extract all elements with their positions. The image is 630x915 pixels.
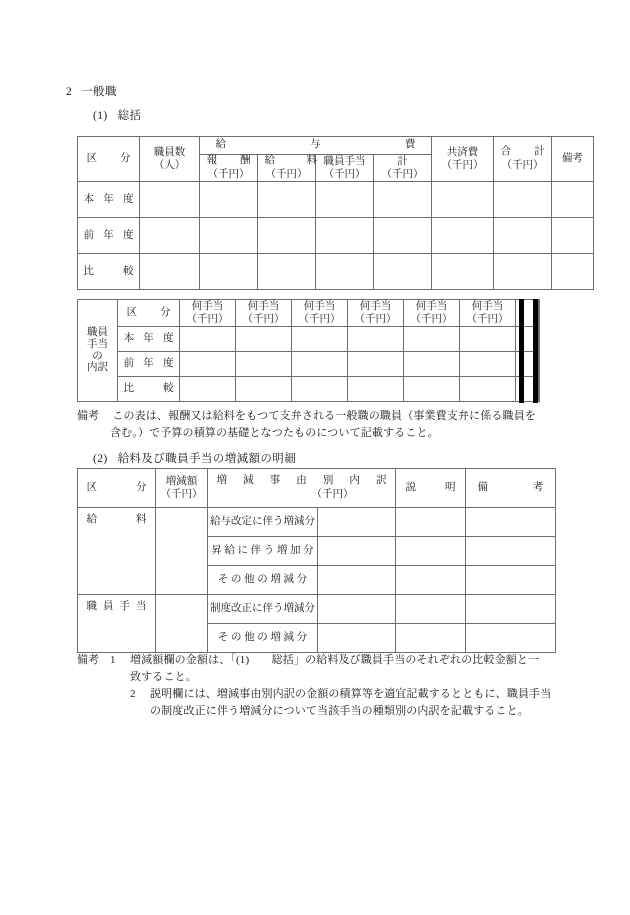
header-allowance-6: 何手当 （千円） — [460, 300, 516, 327]
table-row — [78, 182, 594, 218]
cell-reason-value[interactable] — [318, 595, 396, 624]
remark-item-1-line2: 致すること。 — [130, 671, 197, 684]
header-kubun: 区 分 — [78, 469, 156, 508]
subsection-1-heading — [93, 107, 141, 123]
row-label-current-year: 本 年 度 — [78, 182, 140, 218]
header-allowance-5: 何手当 （千円） — [404, 300, 460, 327]
cell-shokuin-teate[interactable] — [316, 254, 374, 290]
cell-bikou[interactable] — [466, 508, 556, 537]
cell-reason-value[interactable] — [318, 537, 396, 566]
remark-summary-line2: 含む。）で予算の積算の基礎となつたものについて記載すること。 — [110, 427, 439, 440]
header-amount: 増減額 （千円） — [156, 469, 208, 508]
cell-staff-count[interactable] — [140, 254, 200, 290]
header-kubun: 区 分 — [118, 300, 180, 327]
header-allowance-3: 何手当 （千円） — [292, 300, 348, 327]
table-row — [78, 508, 556, 537]
reason-label-salary-revision: 給与改定に伴う増減分 — [208, 508, 318, 537]
cell-allowance-2[interactable] — [236, 327, 292, 352]
remark-item-2-line1: 説明欄には、増減事由別内訳の金額の積算等を適宜記載するとともに、職員手当 — [150, 688, 552, 701]
cell-bikou[interactable] — [552, 182, 594, 218]
table-row — [78, 218, 594, 254]
header-explanation: 説 明 — [396, 469, 466, 508]
cell-houshu[interactable] — [200, 182, 258, 218]
cell-explanation[interactable] — [396, 595, 466, 624]
cell-bikou[interactable] — [466, 595, 556, 624]
cell-allowance-4[interactable] — [348, 327, 404, 352]
cell-kyuuryou[interactable] — [258, 254, 316, 290]
reason-label-other-1: そ の 他 の 増 減 分 — [208, 566, 318, 595]
cell-kei[interactable] — [374, 254, 432, 290]
allowance-side-label: 職員 手当 の 内訳 — [78, 300, 118, 402]
summary-table — [77, 136, 594, 290]
group-label-kyuuryou: 給 料 — [78, 508, 156, 595]
allowance-breakdown-table-wrap — [77, 299, 536, 402]
cell-kyuuryou[interactable] — [258, 182, 316, 218]
cell-allowance-3[interactable] — [292, 352, 348, 377]
cell-allowance-3[interactable] — [292, 327, 348, 352]
cell-allowance-6[interactable] — [460, 352, 516, 377]
cell-allowance-3[interactable] — [292, 377, 348, 402]
row-label-previous-year: 前 年 度 — [78, 218, 140, 254]
remark-item-number-1: 1 — [110, 654, 116, 666]
cell-kyousaihi[interactable] — [432, 182, 494, 218]
reason-label-other-2: そ の 他 の 増 減 分 — [208, 624, 318, 653]
cell-bikou[interactable] — [552, 254, 594, 290]
header-bikou: 備 考 — [466, 469, 556, 508]
allowance-breakdown-table-continued — [538, 299, 540, 402]
cell-explanation[interactable] — [396, 537, 466, 566]
cell-allowance-5[interactable] — [404, 377, 460, 402]
cell-bikou[interactable] — [466, 566, 556, 595]
cell-reason-value[interactable] — [318, 508, 396, 537]
cell-shokuin-teate[interactable] — [316, 218, 374, 254]
cell-allowance-last[interactable] — [539, 352, 540, 377]
cell-bikou[interactable] — [466, 624, 556, 653]
remark-label: 備考 — [77, 410, 100, 422]
reason-label-pay-raise: 昇 給 に 伴 う 増 加 分 — [208, 537, 318, 566]
row-label-comparison: 比 較 — [78, 254, 140, 290]
cell-allowance-last[interactable] — [539, 327, 540, 352]
section-title: 一般職 — [81, 86, 117, 98]
group-label-shokuin-teate: 職 員 手 当 — [78, 595, 156, 653]
cell-houshu[interactable] — [200, 218, 258, 254]
section-heading — [66, 83, 117, 99]
remark-detail — [77, 652, 551, 720]
subsection-2-label: 給料及び職員手当の増減額の明細 — [117, 453, 297, 465]
section-number: 2 — [66, 86, 73, 98]
cell-allowance-2[interactable] — [236, 352, 292, 377]
table-row — [78, 377, 536, 402]
row-label-previous-year: 前 年 度 — [118, 352, 180, 377]
header-houshu: 報 酬 （千円） — [200, 155, 258, 182]
cell-goukei[interactable] — [494, 254, 552, 290]
header-salary-expense-group: 給 与 費 — [200, 137, 432, 155]
cell-bikou[interactable] — [552, 218, 594, 254]
cell-reason-value[interactable] — [318, 624, 396, 653]
reason-label-system-revision: 制度改正に伴う増減分 — [208, 595, 318, 624]
cell-allowance-5[interactable] — [404, 352, 460, 377]
remark-detail-label: 備考 — [77, 654, 100, 666]
cell-goukei[interactable] — [494, 182, 552, 218]
subsection-1-number: (1) — [93, 110, 108, 122]
table-row — [78, 595, 556, 624]
header-kei: 計 （千円） — [374, 155, 432, 182]
header-goukei: 合 計 （千円） — [494, 137, 552, 182]
cell-amount-shokuin-teate[interactable] — [156, 595, 208, 653]
cell-allowance-4[interactable] — [348, 352, 404, 377]
cell-goukei[interactable] — [494, 218, 552, 254]
cell-bikou[interactable] — [466, 537, 556, 566]
cell-kyousaihi[interactable] — [432, 254, 494, 290]
header-reason-breakdown: 増 減 事 由 別 内 訳 （千円） — [208, 469, 396, 508]
table-row — [78, 352, 536, 377]
header-kubun: 区 分 — [78, 137, 140, 182]
subsection-2-heading — [93, 450, 296, 466]
header-staff-count: 職員数 （人） — [140, 137, 200, 182]
cell-kei[interactable] — [374, 218, 432, 254]
cell-allowance-5[interactable] — [404, 327, 460, 352]
subsection-2-number: (2) — [93, 453, 108, 465]
row-label-current-year: 本 年 度 — [118, 327, 180, 352]
cell-staff-count[interactable] — [140, 182, 200, 218]
cell-kyuuryou[interactable] — [258, 218, 316, 254]
cell-allowance-6[interactable] — [460, 377, 516, 402]
header-allowance-last — [539, 300, 540, 327]
table-break-bar-left — [519, 299, 524, 403]
header-allowance-1: 何手当 （千円） — [180, 300, 236, 327]
header-kyuuryou: 給 料 （千円） — [258, 155, 316, 182]
remark-item-number-2: 2 — [130, 688, 136, 701]
cell-amount-kyuuryou[interactable] — [156, 508, 208, 595]
cell-allowance-4[interactable] — [348, 377, 404, 402]
cell-allowance-2[interactable] — [236, 377, 292, 402]
header-allowance-4: 何手当 （千円） — [348, 300, 404, 327]
cell-explanation[interactable] — [396, 566, 466, 595]
cell-explanation[interactable] — [396, 508, 466, 537]
remark-item-2-line2: の制度改正に伴う増減分について当該手当の種類別の内訳を記載すること。 — [150, 705, 529, 718]
cell-explanation[interactable] — [396, 624, 466, 653]
subsection-1-label: 総括 — [117, 110, 142, 122]
increase-decrease-table — [77, 468, 556, 653]
header-bikou: 備考 — [552, 137, 594, 182]
cell-allowance-last[interactable] — [539, 377, 540, 402]
cell-allowance-1[interactable] — [180, 327, 236, 352]
header-kyousaihi: 共済費 （千円） — [432, 137, 494, 182]
header-allowance-2: 何手当 （千円） — [236, 300, 292, 327]
table-row — [78, 327, 536, 352]
cell-kyousaihi[interactable] — [432, 218, 494, 254]
cell-allowance-1[interactable] — [180, 377, 236, 402]
cell-shokuin-teate[interactable] — [316, 182, 374, 218]
table-row — [78, 254, 594, 290]
cell-reason-value[interactable] — [318, 566, 396, 595]
remark-item-1-line1: 増減額欄の金額は、「(1) 総括」の給料及び職員手当のそれぞれの比較金額と一 — [130, 654, 540, 666]
cell-allowance-1[interactable] — [180, 352, 236, 377]
allowance-breakdown-table — [77, 299, 536, 402]
cell-houshu[interactable] — [200, 254, 258, 290]
header-shokuin-teate: 職員手当 （千円） — [316, 155, 374, 182]
cell-kei[interactable] — [374, 182, 432, 218]
cell-staff-count[interactable] — [140, 218, 200, 254]
row-label-comparison: 比 較 — [118, 377, 180, 402]
remark-summary — [77, 408, 536, 442]
cell-allowance-6[interactable] — [460, 327, 516, 352]
remark-summary-line1: この表は、報酬又は給料をもつて支弁される一般職の職員（事業費支弁に係る職員を — [112, 410, 537, 422]
